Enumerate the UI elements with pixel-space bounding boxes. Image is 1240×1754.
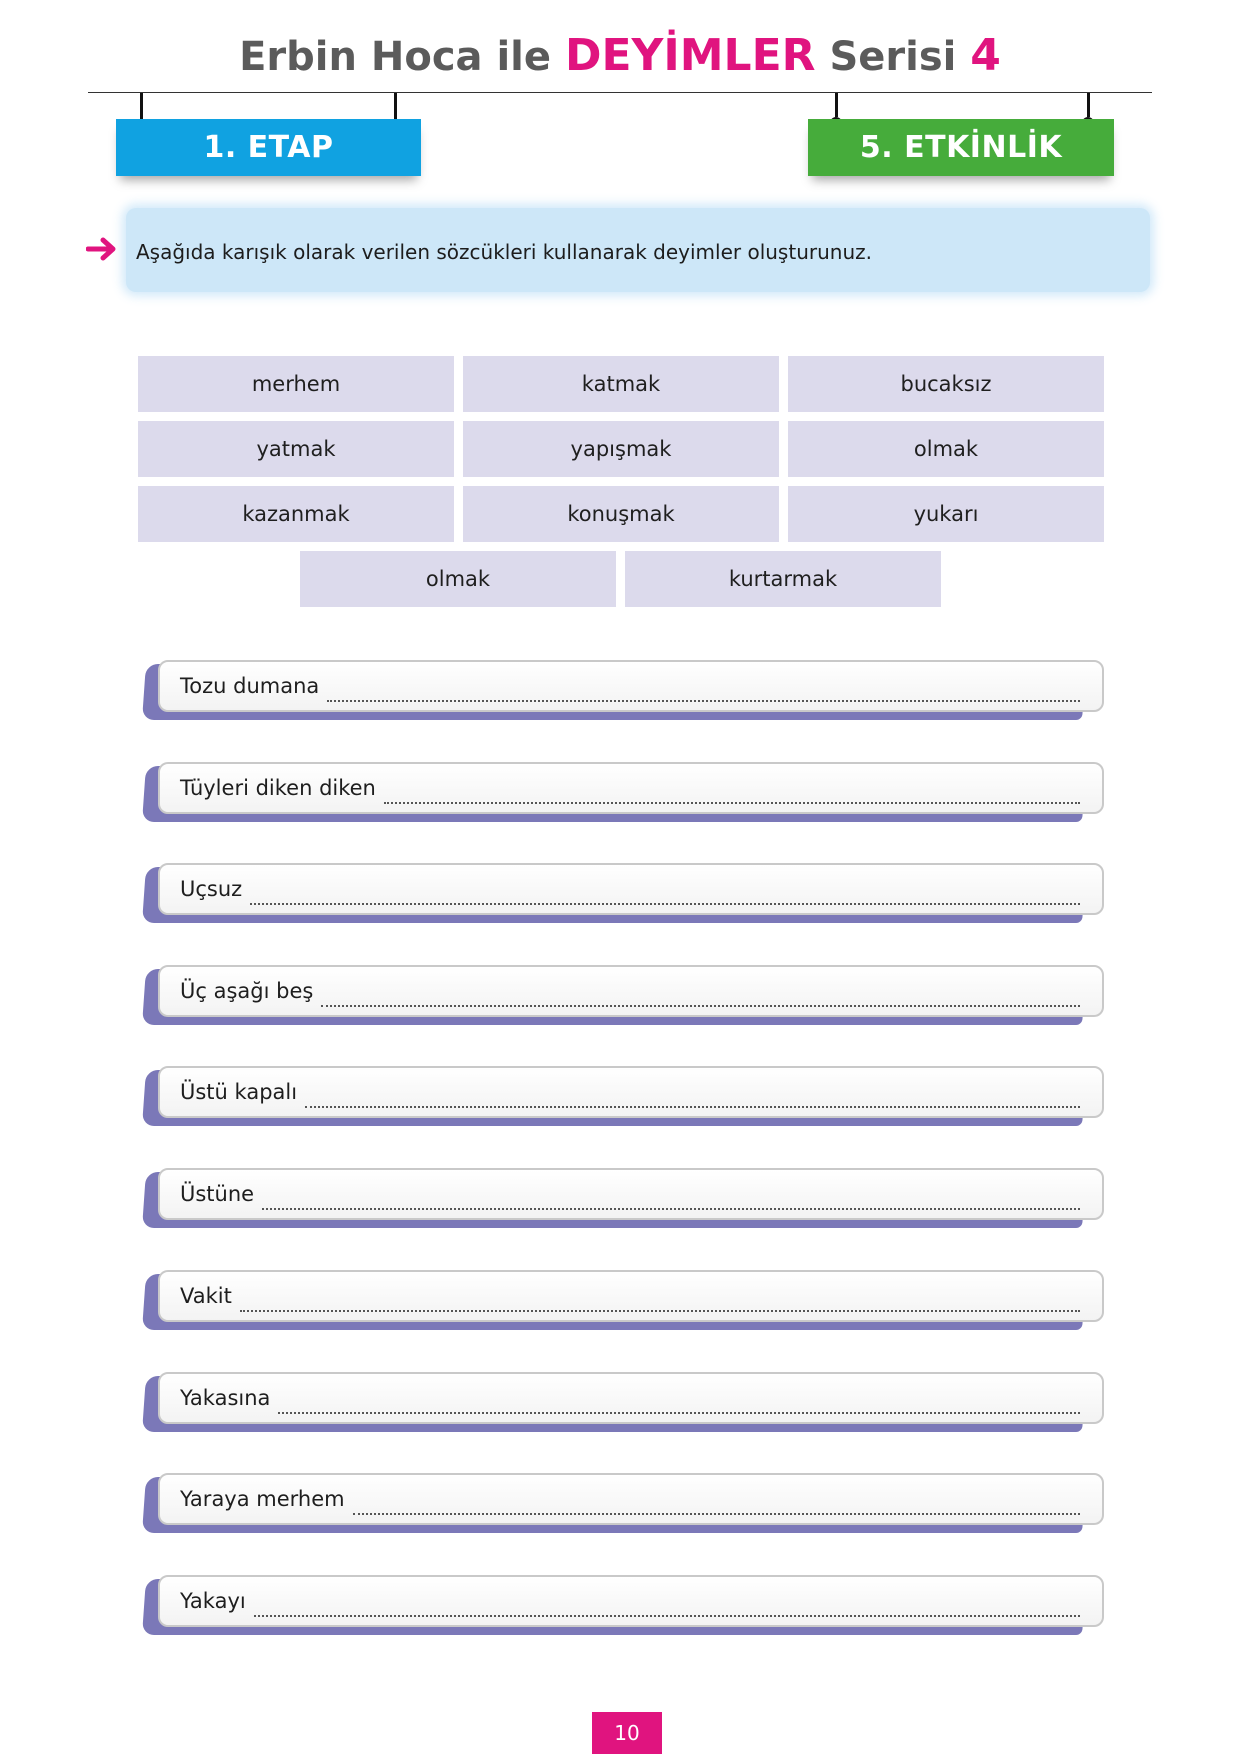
exercise-prompt: Üstüne <box>180 1182 255 1206</box>
answer-line[interactable] <box>158 965 1104 1017</box>
word-card: olmak <box>788 421 1104 477</box>
answer-line[interactable] <box>158 762 1104 814</box>
answer-line[interactable] <box>158 1066 1104 1118</box>
arrow-right-icon <box>86 236 120 262</box>
answer-blank[interactable] <box>278 1392 1080 1414</box>
word-card: merhem <box>138 356 454 412</box>
answer-blank[interactable] <box>384 782 1080 804</box>
word-card: konuşmak <box>463 486 779 542</box>
page-number: 10 <box>592 1712 662 1754</box>
exercise-row <box>144 1270 1106 1328</box>
word-card: yapışmak <box>463 421 779 477</box>
answer-line[interactable] <box>158 1473 1104 1525</box>
instruction-text: Aşağıda karışık olarak verilen sözcükleri kullanarak deyimler oluşturunuz. <box>136 240 872 264</box>
exercise-row <box>144 1473 1106 1531</box>
word-card: olmak <box>300 551 616 607</box>
exercise-prompt: Tüyleri diken diken <box>180 776 376 800</box>
exercise-row <box>144 1575 1106 1633</box>
exercise-prompt: Vakit <box>180 1284 232 1308</box>
answer-blank[interactable] <box>305 1086 1080 1108</box>
answer-line[interactable] <box>158 1372 1104 1424</box>
word-card: kurtarmak <box>625 551 941 607</box>
left-string-2 <box>394 93 397 119</box>
header-divider <box>88 92 1152 93</box>
exercise-prompt: Üç aşağı beş <box>180 979 314 1003</box>
answer-blank[interactable] <box>254 1595 1080 1617</box>
answer-line[interactable] <box>158 1168 1104 1220</box>
right-string-2 <box>1087 93 1090 117</box>
title-suffix: Serisi <box>829 34 957 80</box>
exercise-row <box>144 1372 1106 1430</box>
answer-line[interactable] <box>158 1270 1104 1322</box>
exercise-prompt: Yakayı <box>180 1589 246 1613</box>
answer-line[interactable] <box>158 660 1104 712</box>
exercise-prompt: Yaraya merhem <box>180 1487 345 1511</box>
activity-banner: 5. ETKİNLİK <box>808 119 1114 176</box>
answer-blank[interactable] <box>327 680 1080 702</box>
exercise-row <box>144 660 1106 718</box>
exercise-prompt: Uçsuz <box>180 877 243 901</box>
exercise-row <box>144 1168 1106 1226</box>
exercise-row <box>144 762 1106 820</box>
word-card: yatmak <box>138 421 454 477</box>
exercise-prompt: Yakasına <box>180 1386 271 1410</box>
exercise-row <box>144 965 1106 1023</box>
answer-blank[interactable] <box>250 883 1080 905</box>
exercise-prompt: Tozu dumana <box>180 674 320 698</box>
answer-blank[interactable] <box>240 1290 1080 1312</box>
word-card: yukarı <box>788 486 1104 542</box>
word-card: katmak <box>463 356 779 412</box>
word-card: bucaksız <box>788 356 1104 412</box>
exercise-row <box>144 863 1106 921</box>
page-title <box>0 28 1240 85</box>
answer-line[interactable] <box>158 1575 1104 1627</box>
answer-blank[interactable] <box>321 985 1080 1007</box>
word-card: kazanmak <box>138 486 454 542</box>
answer-blank[interactable] <box>353 1493 1080 1515</box>
right-string-1 <box>835 93 838 117</box>
series-number: 4 <box>970 30 1001 81</box>
stage-banner: 1. ETAP <box>116 119 421 176</box>
title-prefix: Erbin Hoca ile <box>239 34 551 80</box>
exercise-row <box>144 1066 1106 1124</box>
exercise-prompt: Üstü kapalı <box>180 1080 298 1104</box>
answer-line[interactable] <box>158 863 1104 915</box>
left-string-1 <box>140 93 143 119</box>
answer-blank[interactable] <box>262 1188 1080 1210</box>
title-highlight: DEYİMLER <box>564 30 816 81</box>
